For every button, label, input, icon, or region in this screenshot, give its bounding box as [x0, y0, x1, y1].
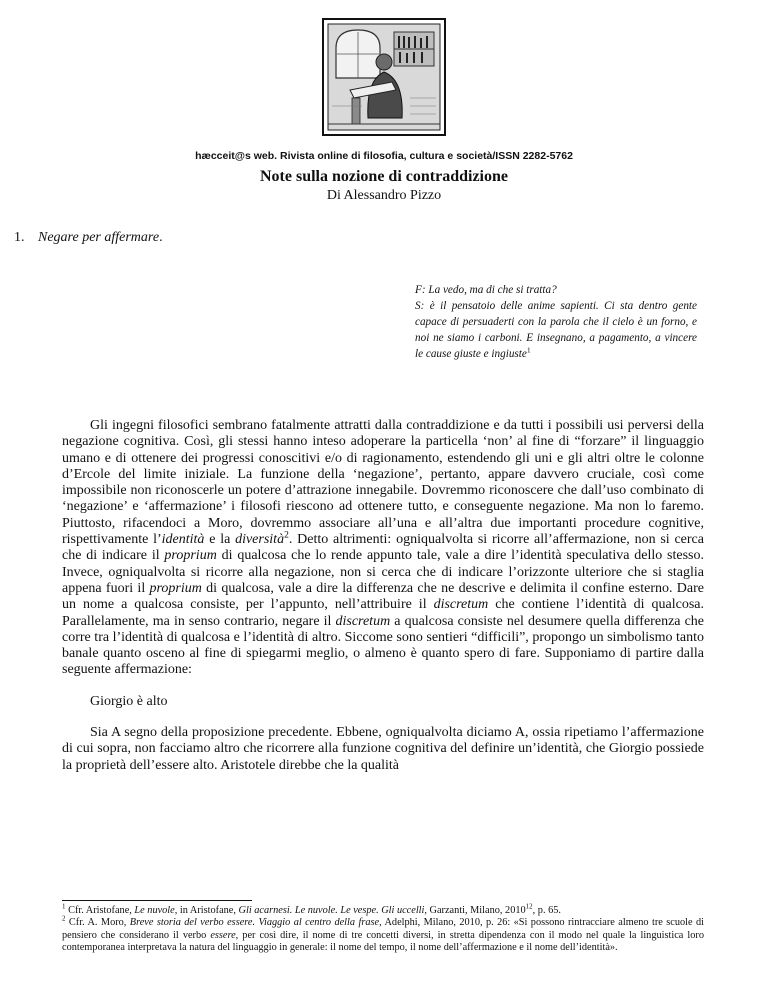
article-title: Note sulla nozione di contraddizione: [259, 168, 508, 185]
paragraph: Sia A segno della proposizione precedente. Ebbene, ogniqualvolta diciamo A, ossia ripetiamo l’affermazione di cui sopra, non facciamo altro che ricorrere alla funzione cognitiva del definire un’identità, che Giorgio possiede la proprietà dell’essere alto. Aristotele direbbe che la qualità: [62, 725, 704, 773]
footnote-divider: [62, 900, 252, 901]
footnote-ref[interactable]: 1: [526, 345, 531, 355]
footnote-ref[interactable]: 2: [284, 530, 289, 541]
footnote-2: $^2$ Cfr. A. Moro, Breve storia del verbo essere. Viaggio al centro della frase, Adelphi, Milano, 2010, p. 26: «Si possono rintracciare almeno tre scuole di pensiero che considerano il verbo essere, per così dire, il nome di tre concetti diversi, in stretta dipendenza con il modo nel quale la linguistica loro contemporanea interpretava la natura del linguaggio in generale: il nome del tempo, il nome dell’affermazione e il nome dell’identità».: [62, 914, 704, 954]
epigraph-line: F: La vedo, ma di che si tratta?: [415, 284, 557, 296]
section-number: 1.: [14, 230, 25, 245]
journal-header: hæcceit@s web. Rivista online di filosofia, cultura e società/ISSN 2282-5762: [195, 150, 573, 162]
footnote-1: $^1$ Cfr. Aristofane, Le nuvole, in Aristofane, Gli acarnesi. Le nuvole. Le vespe. Gli uccelli, Garzanti, Milano, 2010$^{12}$, p. 65.: [62, 902, 561, 916]
article-author: Di Alessandro Pizzo: [326, 188, 442, 203]
article-body: [62, 418, 704, 774]
section-heading: 1. Negare per affermare.: [14, 230, 163, 245]
footnotes: [62, 902, 704, 955]
section-title: Negare per affermare: [38, 230, 160, 245]
paragraph: Gli ingegni filosofici sembrano fatalmente attratti dalla contraddizione e da tutti i possibili usi perversi della negazione cognitiva. Così, gli stessi hanno inteso adoperare la particella ‘non’ al fine di “forzare” il linguaggio umano e di ottenere dei progressi conoscitivi e/o di ragionamento, estendendo gli uni e gli altri oltre le colonne d’Ercole del limite iniziale. La funzione della ‘negazione’, pertanto, appare davvero cruciale, così come impossibile non riconoscerle un potere d’attrazione innegabile. Dovremmo riconoscere che dall’uso combinato di ‘negazione’ e ‘affermazione’ i filosofi riescono ad ottenere tutto, e conseguente negazione. Ma non lo faremo. Piuttosto, rifacendoci a Moro, dovremmo associare all’una e all’altra due importanti procedure cognitive, rispettivamente l’identità e la diversità$^2$. Detto altrimenti: ogniqualvolta si ricorre all’affermazione, non si cerca che di indicare il proprium di qualcosa che lo rende appunto tale, vale a dire l’identità speculativa dello stesso. Invece, ogniqualvolta si ricorre alla negazione, non si cerca che di indicare l’orizzonte ulteriore che si staglia appena fuori il proprium di qualcosa, vale a dire la differenza che ne descrive e delimita il confine esterno. Dare un nome a qualcosa consiste, per l’appunto, nell’attribuire il discretum che contiene l’identità di qualcosa. Parallelamente, ma in senso contrario, negare il discretum a qualcosa consiste nel desumere quella differenza che corre tra l’identità di qualcosa e l’identità di altro. Siccome sono sentieri “difficili”, propongo un simbolismo tanto banale quanto osceno al fine di spiegarmi meglio, o almeno è quanto spero di fare. Supponiamo di partire dalla seguente affermazione:: [62, 418, 705, 678]
scholar-engraving-logo: [322, 18, 446, 136]
epigraph: [415, 282, 697, 362]
epigraph-line: S: è il pensatoio delle anime sapienti. Ci sta dentro gente capace di persuaderti con la parola che il cielo è un forno, e noi ne siamo i carboni. E insegnano, a pagamento, a vincere le cause giuste e ingiuste$^1$: [415, 300, 697, 360]
example-sentence: Giorgio è alto: [90, 693, 168, 709]
